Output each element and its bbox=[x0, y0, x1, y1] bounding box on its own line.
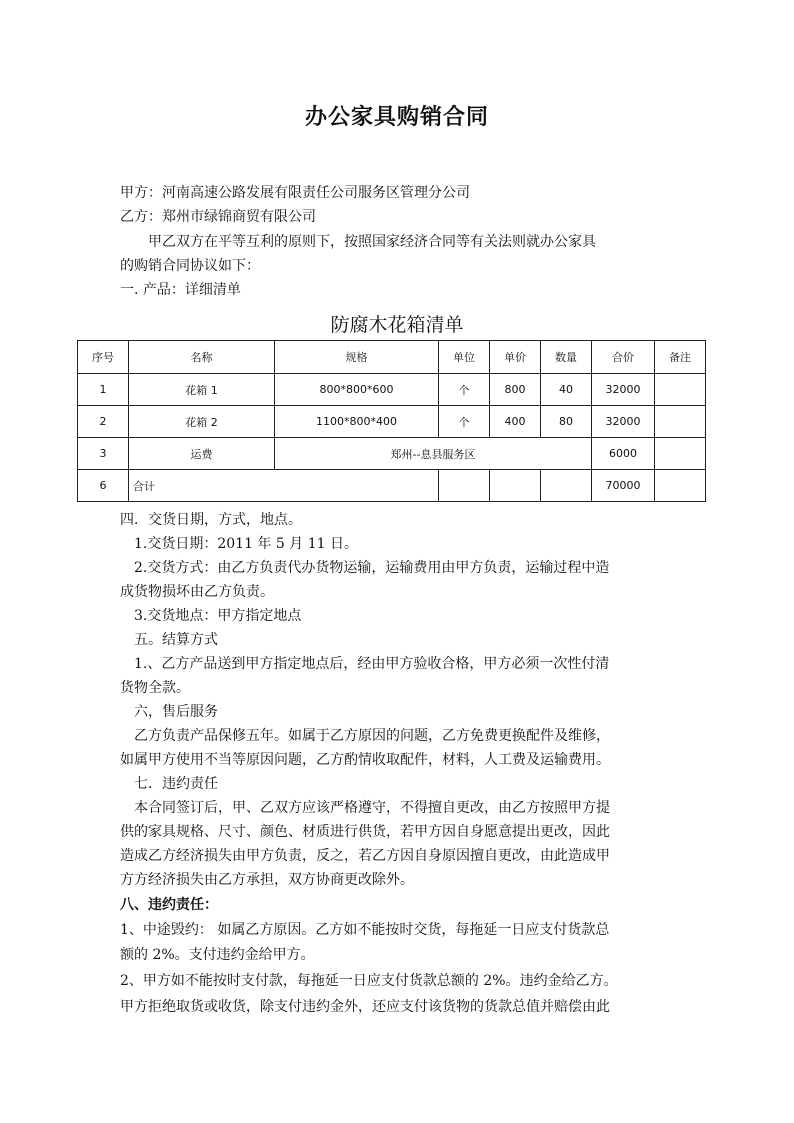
sec4-heading: 四．交货日期，方式，地点。 bbox=[120, 512, 302, 528]
section-1-heading: 一. 产品：详细清单 bbox=[120, 282, 241, 298]
cell-spec: 1100*800*400 bbox=[275, 406, 439, 438]
delivery-method: 2.交货方式：由乙方负责代办货物运输，运输费用由甲方负责，运输过程中造 bbox=[134, 560, 610, 576]
sum-row bbox=[78, 470, 706, 502]
liability-line-1: 本合同签订后，甲、乙双方应该严格遵守，不得擅自更改，由乙方按照甲方提 bbox=[134, 800, 610, 816]
cell-empty bbox=[439, 470, 490, 502]
party-a: 甲方：河南高速公路发展有限责任公司服务区管理分公司 bbox=[120, 185, 470, 201]
cell-note bbox=[655, 438, 706, 470]
cell-route: 郑州--息县服务区 bbox=[275, 438, 592, 470]
breach-line-4: 甲方拒绝取货或收货，除支付违约金外，还应支付该货物的货款总值并赔偿由此 bbox=[120, 999, 610, 1015]
liability-line-4: 方方经济损失由乙方承担，双方协商更改除外。 bbox=[120, 872, 414, 888]
cell-empty bbox=[541, 470, 592, 502]
cell-qty: 80 bbox=[541, 406, 592, 438]
cell-no: 2 bbox=[78, 406, 129, 438]
cell-no: 6 bbox=[78, 470, 129, 502]
sec8-heading: 八、违约责任： bbox=[120, 897, 218, 913]
cell-name: 花箱 2 bbox=[129, 406, 275, 438]
header-spec: 规格 bbox=[275, 341, 439, 374]
cell-no: 1 bbox=[78, 374, 129, 406]
freight-row bbox=[78, 438, 706, 470]
table-title: 防腐木花箱清单 bbox=[330, 314, 464, 336]
header-no: 序号 bbox=[78, 341, 129, 374]
cell-price: 800 bbox=[490, 374, 541, 406]
cell-price: 400 bbox=[490, 406, 541, 438]
liability-line-2: 供的家具规格、尺寸、颜色、材质进行供货，若甲方因自身愿意提出更改，因此 bbox=[120, 824, 610, 840]
cell-total: 6000 bbox=[592, 438, 655, 470]
header-qty: 数量 bbox=[541, 341, 592, 374]
settlement-line: 1.、乙方产品送到甲方指定地点后，经由甲方验收合格，甲方必须一次性付清 bbox=[134, 656, 610, 672]
delivery-method-cont: 成货物损坏由乙方负责。 bbox=[120, 584, 274, 600]
breach-line-2: 额的 2%。支付违约金给甲方。 bbox=[120, 947, 315, 963]
cell-note bbox=[655, 406, 706, 438]
settlement-line-cont: 货物全款。 bbox=[120, 680, 190, 696]
document-title: 办公家具购销合同 bbox=[304, 104, 489, 130]
intro-line-1: 甲乙双方在平等互利的原则下，按照国家经济合同等有关法则就办公家具 bbox=[148, 234, 596, 250]
breach-line-1: 1、中途毁约： 如属乙方原因。乙方如不能按时交货，每拖延一日应支付货款总 bbox=[120, 922, 610, 938]
cell-sum-label: 合计 bbox=[129, 470, 439, 502]
header-name: 名称 bbox=[129, 341, 275, 374]
cell-unit: 个 bbox=[439, 406, 490, 438]
cell-no: 3 bbox=[78, 438, 129, 470]
cell-spec: 800*800*600 bbox=[275, 374, 439, 406]
sec7-heading: 七．违约责任 bbox=[134, 776, 218, 792]
header-unit: 单位 bbox=[439, 341, 490, 374]
header-note: 备注 bbox=[655, 341, 706, 374]
cell-total: 70000 bbox=[592, 470, 655, 502]
service-line-1: 乙方负责产品保修五年。如属于乙方原因的问题，乙方免费更换配件及维修， bbox=[134, 728, 610, 744]
service-line-2: 如属甲方使用不当等原因问题，乙方酌情收取配件，材料，人工费及运输费用。 bbox=[120, 752, 610, 768]
liability-line-3: 造成乙方经济损失由甲方负责，反之，若乙方因自身原因擅自更改，由此造成甲 bbox=[120, 848, 610, 864]
cell-name: 运费 bbox=[129, 438, 275, 470]
sec6-heading: 六，售后服务 bbox=[134, 704, 218, 720]
delivery-date: 1.交货日期：2011 年 5 月 11 日。 bbox=[134, 536, 358, 552]
delivery-place: 3.交货地点：甲方指定地点 bbox=[134, 608, 302, 624]
cell-empty bbox=[490, 470, 541, 502]
table-row bbox=[78, 406, 706, 438]
cell-total: 32000 bbox=[592, 406, 655, 438]
breach-line-3: 2、甲方如不能按时支付款，每拖延一日应支付货款总额的 2%。违约金给乙方。 bbox=[120, 973, 618, 989]
cell-total: 32000 bbox=[592, 374, 655, 406]
header-total: 合价 bbox=[592, 341, 655, 374]
party-b: 乙方：郑州市绿锦商贸有限公司 bbox=[120, 209, 316, 225]
cell-qty: 40 bbox=[541, 374, 592, 406]
header-price: 单价 bbox=[490, 341, 541, 374]
cell-note bbox=[655, 374, 706, 406]
table-header-row bbox=[78, 341, 706, 374]
intro-line-2: 的购销合同协议如下： bbox=[120, 258, 260, 274]
items-table bbox=[77, 340, 706, 502]
cell-name: 花箱 1 bbox=[129, 374, 275, 406]
table-row bbox=[78, 374, 706, 406]
cell-note bbox=[655, 470, 706, 502]
sec5-heading: 五。结算方式 bbox=[134, 632, 218, 648]
cell-unit: 个 bbox=[439, 374, 490, 406]
